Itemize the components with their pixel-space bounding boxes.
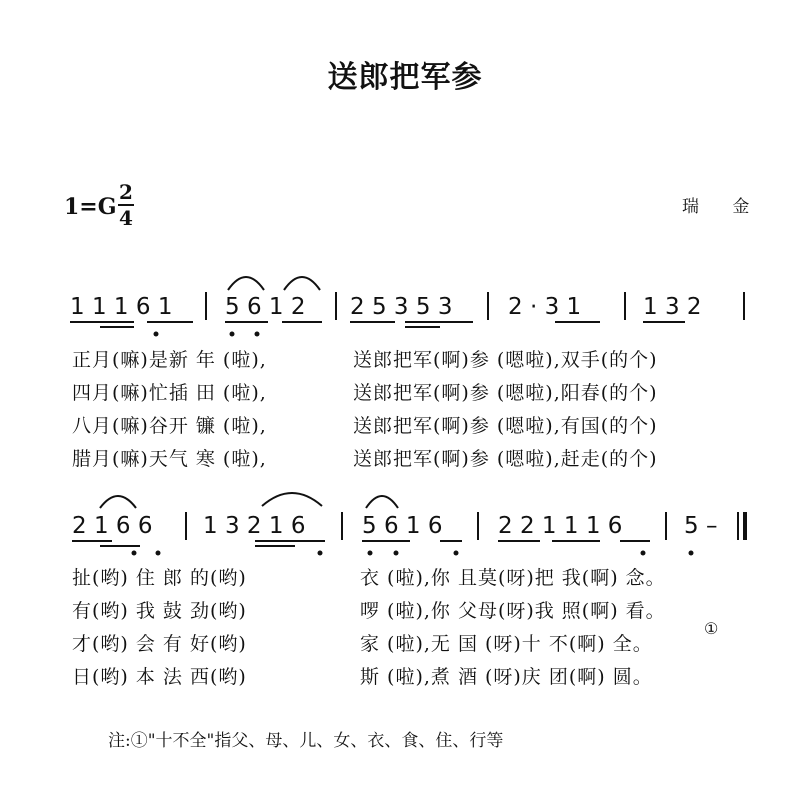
note: 1 (563, 513, 579, 539)
song-title: 送郎把军参 (327, 60, 483, 95)
row1-lyric-4a: 腊月(嘛)天气 寒 (啦), (72, 448, 267, 470)
note: 1 (268, 294, 284, 320)
note: 3 (224, 513, 240, 539)
key-signature: 1=G (64, 194, 117, 220)
note: 2 (246, 513, 262, 539)
note: 6 (383, 513, 399, 539)
footnote-text: 注:①"十不全"指父、母、儿、女、衣、食、住、行等 (108, 731, 504, 751)
note: 6 (246, 294, 262, 320)
note: 5 (371, 294, 387, 320)
low-octave-dot (154, 332, 159, 337)
row1-lyric-3a: 八月(嘛)谷开 镰 (啦), (72, 415, 267, 437)
row2-lyric-2b: 啰 (啦),你 父母(呀)我 照(啊) 看。 (360, 600, 666, 622)
low-octave-dot (641, 551, 646, 556)
low-octave-dot (368, 551, 373, 556)
note: 6 (290, 513, 306, 539)
note: 2 (519, 513, 535, 539)
row2-lyric-4a: 日(哟) 本 法 西(哟) (72, 666, 247, 688)
note: 2 (508, 294, 523, 320)
low-octave-dot (454, 551, 459, 556)
note: 1 (405, 513, 421, 539)
note: 1 (93, 513, 109, 539)
row2-lyric-3a: 才(哟) 会 有 好(哟) (72, 633, 247, 655)
note: 1 (541, 513, 557, 539)
row1-lyric-2b: 送郎把军(啊)参 (嗯啦),阳春(的个) (353, 382, 658, 404)
row2-lyric-4b: 斯 (啦),煮 酒 (呀)庆 团(啊) 圆。 (360, 666, 653, 688)
note: 3 (437, 294, 453, 320)
row2-lyric-1b: 衣 (啦),你 且莫(呀)把 我(啊) 念。 (360, 567, 666, 589)
low-octave-dot (394, 551, 399, 556)
note: 2 (350, 294, 365, 320)
note: 1 (585, 513, 601, 539)
low-octave-dot (230, 332, 235, 337)
row1-lyric-4b: 送郎把军(啊)参 (嗯啦),赶走(的个) (353, 448, 658, 470)
note: 1 (566, 294, 582, 320)
row1-lyric-2a: 四月(嘛)忙插 田 (啦), (72, 382, 267, 404)
note: 2 (498, 513, 513, 539)
note: 2 (290, 294, 306, 320)
row1-lyric-1a: 正月(嘛)是新 年 (啦), (72, 349, 267, 371)
row1-lyric-1b: 送郎把军(啊)参 (嗯啦),双手(的个) (353, 349, 658, 371)
note: 1 (203, 513, 218, 539)
note: 5 (684, 513, 699, 539)
row2-lyric-3b: 家 (啦),无 国 (呀)十 不(啊) 全。 (360, 633, 653, 655)
note: 5 (415, 294, 431, 320)
dot: · (529, 294, 538, 320)
composer-label: 瑞 金 (682, 197, 764, 217)
note: 3 (544, 294, 560, 320)
note: 2 (686, 294, 702, 320)
slur (228, 277, 264, 290)
low-octave-dot (318, 551, 323, 556)
low-octave-dot (255, 332, 260, 337)
slur (262, 493, 322, 506)
note: 1 (70, 294, 85, 320)
note: 1 (268, 513, 284, 539)
note: 6 (607, 513, 623, 539)
note: 5 (225, 294, 240, 320)
low-octave-dot (689, 551, 694, 556)
slur (284, 277, 320, 290)
note: 1 (113, 294, 129, 320)
time-signature-bottom: 4 (119, 206, 133, 230)
dash: – (705, 513, 718, 539)
footnote-marker: ① (704, 619, 719, 638)
low-octave-dot (132, 551, 137, 556)
slur (366, 496, 398, 508)
note: 1 (91, 294, 107, 320)
note: 3 (393, 294, 409, 320)
note: 1 (643, 294, 658, 320)
row2-lyric-2a: 有(哟) 我 鼓 劲(哟) (72, 600, 247, 622)
row1-lyric-3b: 送郎把军(啊)参 (嗯啦),有国(的个) (353, 415, 658, 437)
time-signature-top: 2 (119, 180, 133, 204)
low-octave-dot (156, 551, 161, 556)
row2-lyric-1a: 扯(哟) 住 郎 的(哟) (72, 567, 247, 589)
note: 6 (137, 513, 153, 539)
note: 6 (427, 513, 443, 539)
note: 1 (157, 294, 173, 320)
note: 6 (135, 294, 151, 320)
note: 3 (664, 294, 680, 320)
slur (100, 496, 136, 508)
note: 2 (72, 513, 87, 539)
note: 6 (115, 513, 131, 539)
note: 5 (362, 513, 377, 539)
